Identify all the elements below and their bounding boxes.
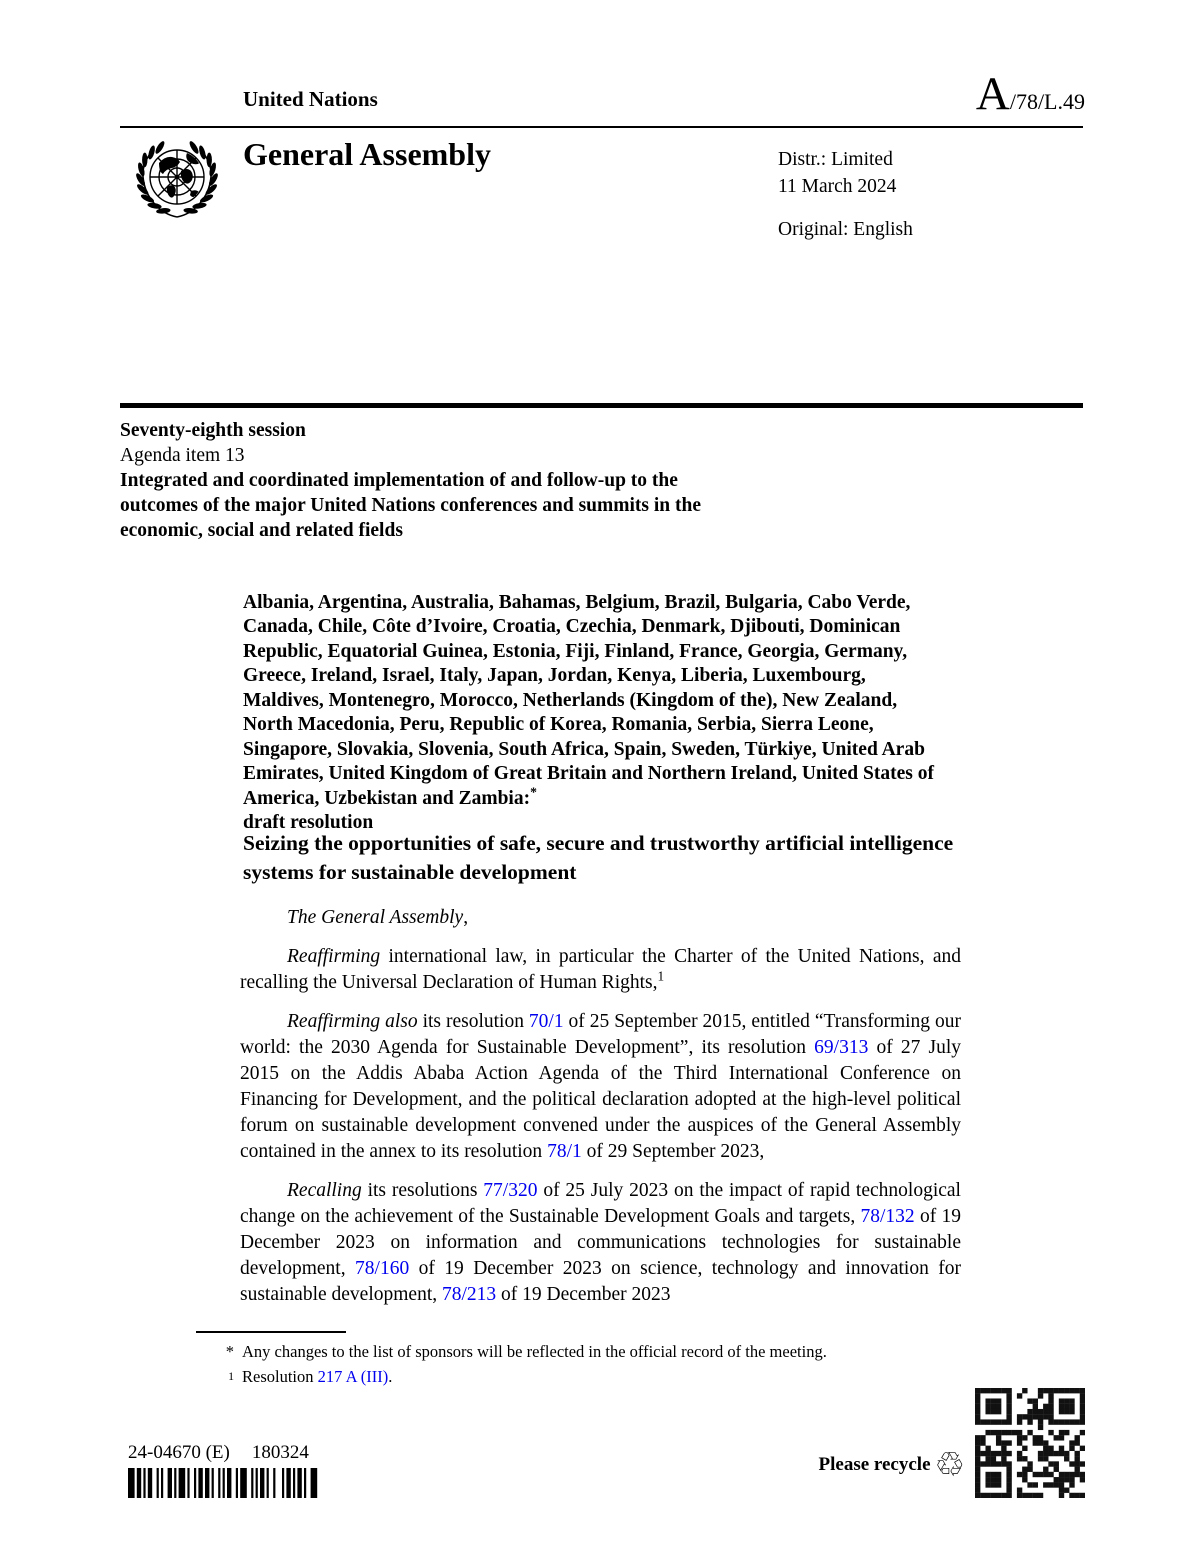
section-rule	[120, 403, 1083, 408]
distribution-block	[778, 146, 896, 200]
footnote-text: Any changes to the list of sponsors will be reflected in the official record of the meeting.	[242, 1342, 827, 1361]
paragraph-reaffirming: Reaffirming international law, in particular the Charter of the United Nations, and recalling the Universal Declaration of Human Rights,$^1$	[240, 946, 961, 993]
session-line: Seventy-eighth session	[120, 420, 306, 441]
agenda-item-line: Agenda item 13	[120, 445, 245, 466]
paragraph-general-assembly: The General Assembly,	[287, 907, 469, 928]
un-emblem-icon	[125, 133, 229, 229]
job-number: 24-04670 (E)	[128, 1442, 230, 1463]
footnote-marker: 1	[228, 1368, 234, 1383]
footnote-sponsors	[196, 1340, 971, 1365]
org-name: United Nations	[243, 87, 378, 111]
paragraph-reaffirming-also: Reaffirming also its resolution 70/1 of 25 September 2015, entitled “Transforming our world: the 2030 Agenda for Sustainable Development”, its resolution 69/313 of 27 July 2015 on the Addis Ababa Action Agenda of the Third International Conference on Financing for Development, and the political declaration adopted at the high-level political forum on sustainable development convened under the auspices of the General Assembly contained in the annex to its resolution 78/1 of 29 September 2023,	[240, 1011, 962, 1162]
recycle-icon: ♲	[934, 1445, 965, 1485]
document-symbol-number: /78/L.49	[1009, 89, 1085, 114]
footnote-ref: 1	[657, 968, 665, 984]
recycle-label: Please recycle	[818, 1454, 931, 1475]
footnote-text: Resolution 217 A (III).	[242, 1366, 393, 1386]
resolution-link[interactable]: 78/132	[860, 1206, 915, 1227]
resolution-link[interactable]: 217 A (III)	[317, 1366, 389, 1386]
agenda-title: Integrated and coordinated implementation of and follow-up to the outcomes of the major United Nations conferences and summits in the economic, social and related fields	[120, 470, 701, 541]
footnote-marker: *	[225, 1342, 234, 1361]
assembly-title: General Assembly	[243, 136, 491, 172]
resolution-link[interactable]: 77/320	[483, 1180, 538, 1201]
footer-date-code: 180324	[251, 1442, 309, 1463]
italic-term: Reaffirming also	[287, 1011, 418, 1032]
paragraph-recalling: Recalling its resolutions 77/320 of 25 July 2023 on the impact of rapid technological change on the achievement of the Sustainable Development Goals and targets, 78/132 of 19 December 2023 on information and communications technologies for sustainable development, 78/160 of 19 December 2023 on science, technology and innovation for sustainable development, 78/213 of 19 December 2023	[240, 1180, 962, 1305]
job-number-line	[128, 1442, 309, 1464]
sponsors-footnote-marker: *	[530, 784, 537, 799]
footnote-rule	[196, 1331, 346, 1333]
footnotes	[196, 1340, 971, 1389]
document-symbol-letter: A	[975, 68, 1010, 120]
resolution-link[interactable]: 78/213	[442, 1284, 497, 1305]
barcode	[128, 1468, 338, 1498]
qr-code	[975, 1388, 1085, 1498]
draft-resolution-label: draft resolution	[243, 812, 374, 833]
italic-term: Reaffirming	[287, 946, 381, 967]
resolution-link[interactable]: 70/1	[528, 1011, 564, 1032]
session-block	[120, 418, 740, 543]
resolution-title: Seizing the opportunities of safe, secure and trustworthy artificial intelligence systems for sustainable development	[243, 831, 954, 884]
original-language-line: Original: English	[778, 219, 913, 240]
date-line: 11 March 2024	[778, 176, 897, 197]
sponsors-list: Albania, Argentina, Australia, Bahamas, Belgium, Brazil, Bulgaria, Cabo Verde, Canada, Chile, Côte d’Ivoire, Croatia, Czechia, Denmark, Djibouti, Dominican Republic, Equatorial Guinea, Estonia, Fiji, Finland, France, Georgia, Germany, Greece, Ireland, Israel, Italy, Japan, Jordan, Kenya, Liberia, Luxembourg, Maldives, Montenegro, Morocco, Netherlands (Kingdom of the), New Zealand, North Macedonia, Peru, Republic of Korea, Romania, Serbia, Sierra Leone, Singapore, Slovakia, Slovenia, South Africa, Spain, Sweden, Türkiye, United Arab Emirates, United Kingdom of Great Britain and Northern Ireland, United States of America, Uzbekistan and Zambia:	[243, 591, 934, 809]
header-rule	[120, 126, 1083, 128]
sponsors-paragraph	[243, 591, 948, 836]
italic-term: The General Assembly	[287, 907, 464, 928]
recycle-notice	[790, 1440, 965, 1490]
distr-line: Distr.: Limited	[778, 149, 893, 170]
footnote-1	[196, 1365, 971, 1390]
body-text	[240, 905, 961, 1321]
italic-term: Recalling	[287, 1180, 362, 1201]
document-symbol	[700, 68, 1085, 120]
resolution-link[interactable]: 69/313	[814, 1037, 869, 1058]
resolution-link[interactable]: 78/160	[355, 1258, 410, 1279]
resolution-link[interactable]: 78/1	[547, 1141, 582, 1162]
